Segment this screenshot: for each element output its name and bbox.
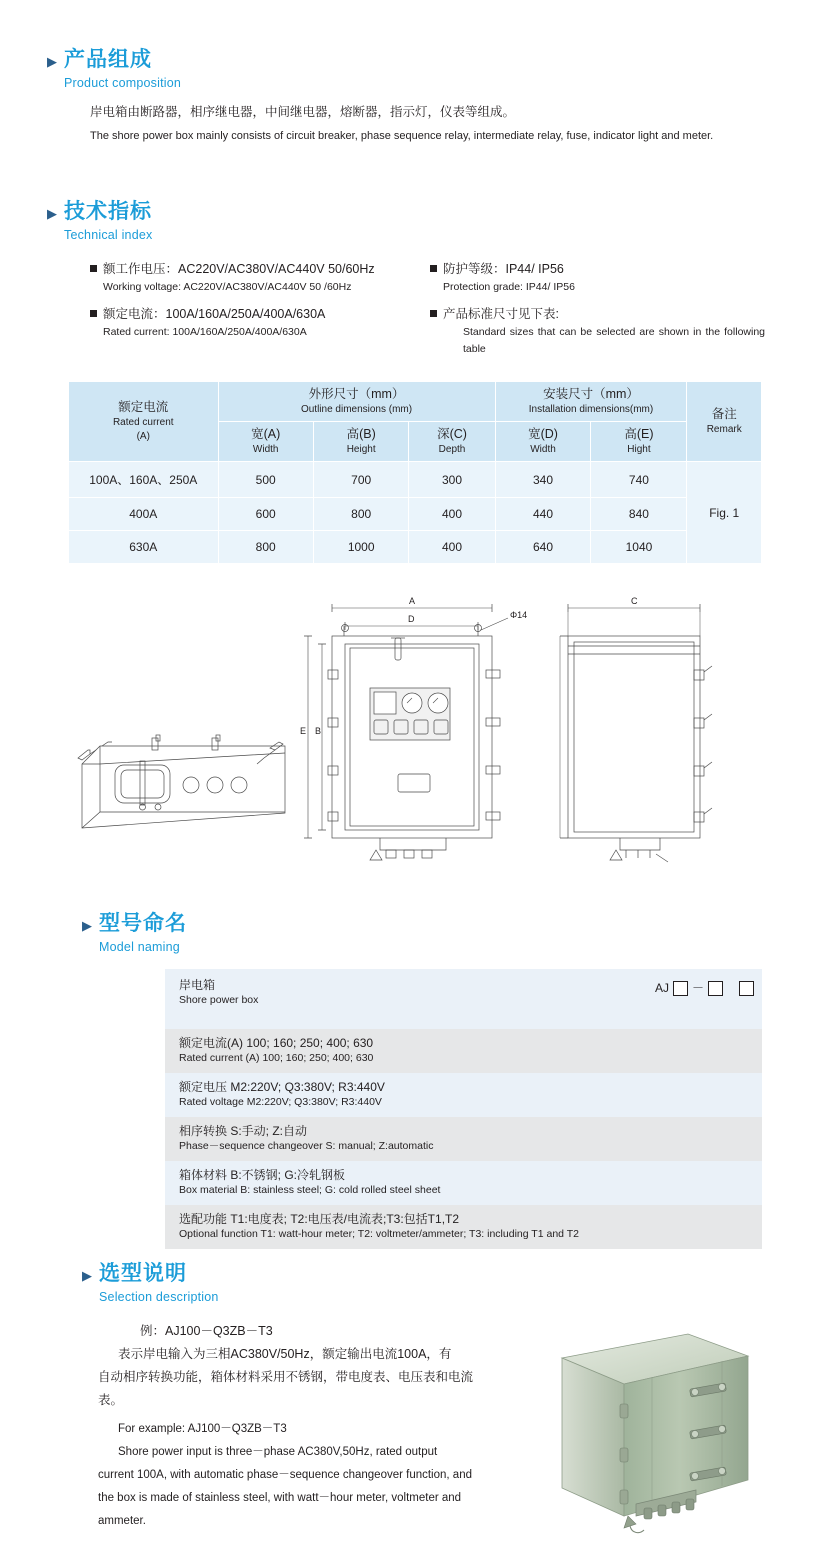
th-width-a: 宽(A) Width — [218, 422, 313, 462]
spec-table-body — [69, 462, 762, 564]
section-title-en: Selection description — [99, 1290, 219, 1304]
square-bullet-icon — [430, 310, 437, 317]
section-heading-technical-index — [47, 200, 152, 243]
section-title-en: Product composition — [64, 76, 182, 90]
code-slot-3[interactable] — [739, 981, 754, 996]
model-row-en: Box material B: stainless steel; G: cold rolled steel sheet — [179, 1184, 441, 1196]
model-row-en: Rated current (A) 100; 160; 250; 400; 630 — [179, 1052, 374, 1064]
square-bullet-icon — [90, 265, 97, 272]
section-title-cn: 型号命名 — [99, 912, 187, 935]
label-c: C — [631, 596, 638, 606]
th-outline-dimensions — [218, 382, 495, 422]
selection-body-en-2: current 100A, with automatic phase－sequence changeover function, and — [98, 1469, 472, 1481]
th-rated-current — [69, 382, 219, 462]
tech-item-rated-current — [90, 305, 420, 341]
section-title-en: Technical index — [64, 228, 153, 242]
model-row-cn: 选配功能 T1:电度表; T2:电压表/电流表;T3:包括T1,T2 — [179, 1212, 460, 1226]
cell-height-b: 700 — [313, 462, 409, 498]
section-heading-product-composition — [47, 48, 181, 91]
spec-table-head — [69, 382, 762, 462]
section-title-en: Model naming — [99, 940, 180, 954]
th-rated-current-cn: 额定电流 — [118, 400, 169, 414]
table-row — [69, 531, 762, 564]
cell-height-e: 840 — [591, 498, 687, 531]
triangle-right-icon: ▶ — [47, 206, 57, 221]
model-row-shore-power-box — [165, 969, 762, 1029]
model-row-en: Shore power box — [179, 994, 259, 1006]
th-depth-c: 深(C) Depth — [409, 422, 495, 462]
tech-item-standard-sizes — [430, 305, 765, 358]
label-b: B — [315, 726, 322, 736]
technical-drawing — [60, 578, 770, 868]
cell-width-a: 500 — [218, 462, 313, 498]
th-width-d: 宽(D) Width — [495, 422, 591, 462]
th-remark-en: Remark — [706, 424, 742, 435]
th-remark-cn: 备注 — [711, 407, 737, 421]
model-row-en: Phase－sequence changeover S: manual; Z:automatic — [179, 1140, 434, 1152]
th-outline-en: Outline dimensions (mm) — [300, 404, 413, 415]
code-slot-2[interactable] — [708, 981, 723, 996]
cell-width-a: 800 — [218, 531, 313, 564]
drawing-top-view — [78, 735, 285, 828]
model-naming-block — [165, 969, 762, 1249]
section-heading-selection-description — [82, 1262, 219, 1305]
selection-example-en: For example: AJ100－Q3ZB－T3 — [118, 1423, 287, 1435]
selection-body-en-3: the box is made of stainless steel, with watt－hour meter, voltmeter and — [98, 1492, 462, 1504]
spec-table — [68, 381, 762, 564]
th-outline-cn: 外形尺寸（mm） — [308, 387, 405, 401]
tech-item-en: Working voltage: AC220V/AC380V/AC440V 50 /60Hz — [103, 281, 352, 293]
th-height-b: 高(B) Height — [313, 422, 409, 462]
square-bullet-icon — [90, 310, 97, 317]
tech-item-cn: 产品标准尺寸见下表: — [443, 307, 559, 321]
th-rated-current-unit: (A) — [136, 431, 150, 442]
product-composition-body-en: The shore power box mainly consists of circuit breaker, phase sequence relay, intermediate relay, fuse, indicator light and meter. — [90, 130, 714, 142]
table-row — [69, 498, 762, 531]
square-bullet-icon — [430, 265, 437, 272]
tech-item-cn: 额定电流：100A/160A/250A/400A/630A — [103, 307, 326, 321]
cell-width-d: 640 — [495, 531, 591, 564]
th-remark — [687, 382, 762, 462]
th-height-e: 高(E) Hight — [591, 422, 687, 462]
triangle-right-icon: ▶ — [82, 918, 92, 933]
code-slot-1[interactable] — [673, 981, 688, 996]
model-row-cn: 相序转换 S:手动; Z:自动 — [179, 1124, 308, 1138]
section-heading-model-naming — [82, 912, 187, 955]
cell-height-e: 740 — [591, 462, 687, 498]
cell-width-a: 600 — [218, 498, 313, 531]
model-row-en: Optional function T1: watt-hour meter; T2: voltmeter/ammeter; T3: including T1 and T2 — [179, 1228, 579, 1240]
model-row-cn: 额定电流(A) 100; 160; 250; 400; 630 — [179, 1036, 374, 1050]
cell-depth-c: 400 — [409, 531, 495, 564]
tech-item-cn: 防护等级：IP44/ IP56 — [443, 262, 564, 276]
product-photo — [540, 1320, 770, 1540]
tech-item-en: Protection grade: IP44/ IP56 — [443, 281, 575, 293]
model-row-rated-current — [165, 1029, 762, 1073]
th-rated-current-en: Rated current — [112, 417, 174, 428]
cell-remark: Fig. 1 — [687, 462, 762, 564]
model-row-cn: 岸电箱 — [179, 978, 216, 992]
cell-height-e: 1040 — [591, 531, 687, 564]
cell-depth-c: 400 — [409, 498, 495, 531]
selection-body-en-4: ammeter. — [98, 1515, 146, 1527]
th-install-dimensions — [495, 382, 687, 422]
selection-body-cn-1: 表示岸电输入为三相AC380V/50Hz，额定输出电流100A，有 — [118, 1347, 452, 1361]
code-dash: － — [691, 981, 704, 995]
label-a: A — [409, 596, 416, 606]
cell-current: 400A — [69, 498, 219, 531]
tech-item-en: Standard sizes that can be selected are shown in the following table — [463, 326, 765, 355]
model-code-prefix: AJ — [654, 981, 669, 995]
cell-depth-c: 300 — [409, 462, 495, 498]
section-title-cn: 技术指标 — [64, 200, 152, 223]
tech-item-protection-grade — [430, 260, 760, 296]
drawing-front-view — [304, 604, 508, 860]
cell-height-b: 1000 — [313, 531, 409, 564]
selection-body-en-1: Shore power input is three－phase AC380V,50Hz, rated output — [118, 1446, 438, 1458]
cell-width-d: 340 — [495, 462, 591, 498]
model-row-rated-voltage — [165, 1073, 762, 1117]
selection-example-cn: 例：AJ100－Q3ZB－T3 — [140, 1324, 273, 1338]
triangle-right-icon: ▶ — [82, 1268, 92, 1283]
cell-height-b: 800 — [313, 498, 409, 531]
th-install-en: Installation dimensions(mm) — [528, 404, 654, 415]
label-d: D — [408, 614, 415, 624]
product-composition-body-cn: 岸电箱由断路器，相序继电器，中间继电器，熔断器，指示灯，仪表等组成。 — [90, 105, 516, 119]
model-row-optional-function — [165, 1205, 762, 1249]
tech-item-cn: 额工作电压：AC220V/AC380V/AC440V 50/60Hz — [103, 262, 375, 276]
triangle-right-icon: ▶ — [47, 54, 57, 69]
model-row-en: Rated voltage M2:220V; Q3:380V; R3:440V — [179, 1096, 382, 1108]
model-row-cn: 箱体材料 B:不锈钢; G:冷轧钢板 — [179, 1168, 346, 1182]
selection-body-cn-2: 自动相序转换功能，箱体材料采用不锈钢，带电度表、电压表和电流 — [98, 1370, 474, 1384]
cell-current: 100A、160A、250A — [69, 462, 219, 498]
drawing-side-view — [560, 604, 712, 862]
cell-current: 630A — [69, 531, 219, 564]
model-row-cn: 额定电压 M2:220V; Q3:380V; R3:440V — [179, 1080, 385, 1094]
cell-width-d: 440 — [495, 498, 591, 531]
label-hole: Φ14 — [510, 610, 528, 620]
selection-body-cn-3: 表。 — [98, 1393, 124, 1407]
section-title-cn: 选型说明 — [99, 1262, 187, 1285]
label-e: E — [300, 726, 307, 736]
model-row-phase-changeover — [165, 1117, 762, 1161]
model-row-box-material — [165, 1161, 762, 1205]
model-code-group — [655, 981, 754, 996]
table-row — [69, 462, 762, 498]
tech-item-working-voltage — [90, 260, 420, 296]
section-title-cn: 产品组成 — [64, 48, 152, 71]
tech-item-en: Rated current: 100A/160A/250A/400A/630A — [103, 326, 307, 338]
table-header-row-1 — [69, 382, 762, 422]
th-install-cn: 安装尺寸（mm） — [543, 387, 639, 401]
